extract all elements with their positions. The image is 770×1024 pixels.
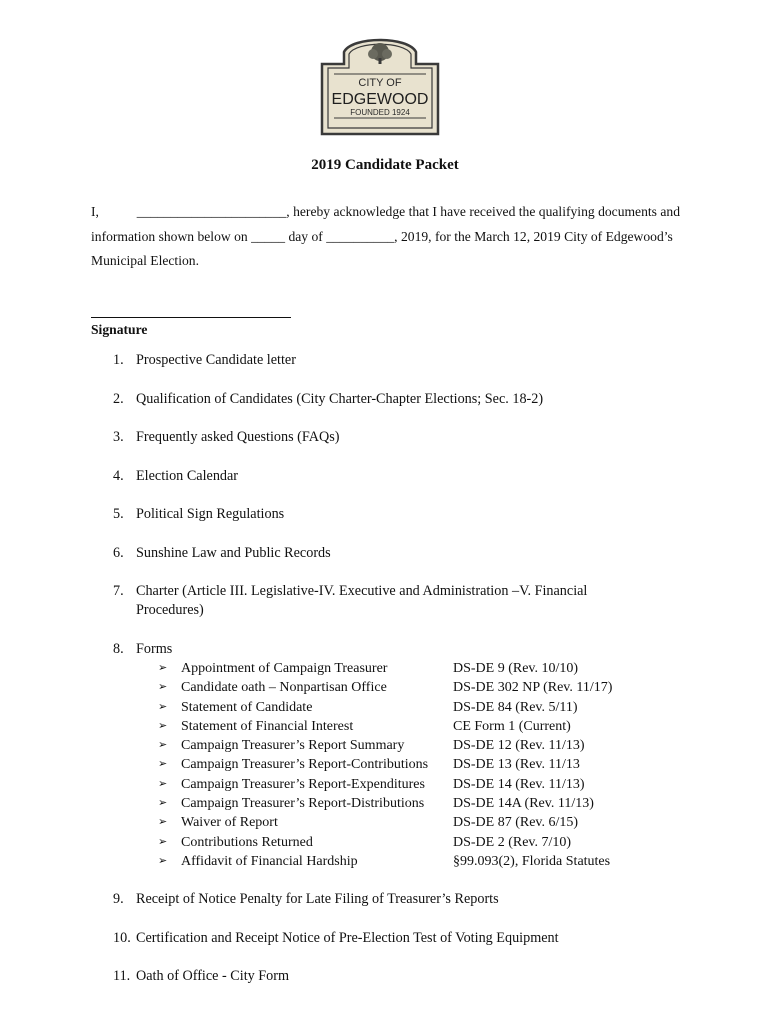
item-text: Qualification of Candidates (City Charter-Chapter Elections; Sec. 18-2) xyxy=(136,391,544,407)
city-of-edgewood-logo xyxy=(318,30,442,138)
item-number: 1. xyxy=(113,352,124,368)
form-row xyxy=(158,852,612,871)
signature-label: Signature xyxy=(91,322,148,337)
item-number: 5. xyxy=(113,506,124,522)
item-text: Election Calendar xyxy=(136,468,239,484)
form-code: DS-DE 302 NP (Rev. 11/17) xyxy=(453,680,613,696)
ack-line3: Municipal Election. xyxy=(91,253,199,268)
form-code: DS-DE 2 (Rev. 7/10) xyxy=(453,834,572,850)
item-number: 8. xyxy=(113,641,124,657)
form-code: §99.093(2), Florida Statutes xyxy=(453,853,611,869)
arrow-bullet-icon: ➢ xyxy=(158,700,168,713)
ack-line1a: I, xyxy=(91,204,99,219)
item-number: 4. xyxy=(113,468,124,484)
item-text: Prospective Candidate letter xyxy=(136,352,296,368)
ack-line2: information shown below on _____ day of __________, 2019, for the March 12, 2019 City of Edgewood’s xyxy=(91,228,673,244)
form-code: DS-DE 14 (Rev. 11/13) xyxy=(453,776,585,792)
item-text: Charter (Article III. Legislative-IV. Executive and Administration –V. Financial xyxy=(136,583,588,599)
arrow-bullet-icon: ➢ xyxy=(158,662,168,674)
form-row xyxy=(158,755,612,774)
acknowledgement-paragraph xyxy=(91,200,680,274)
item-text-continued: Procedures) xyxy=(136,602,204,618)
arrow-bullet-icon: ➢ xyxy=(158,681,168,694)
form-name: Candidate oath – Nonpartisan Office xyxy=(181,680,387,696)
item-text: Political Sign Regulations xyxy=(136,506,285,522)
item-text: Oath of Office - City Form xyxy=(136,968,290,984)
form-code: DS-DE 84 (Rev. 5/11) xyxy=(453,699,578,715)
arrow-bullet-icon: ➢ xyxy=(158,797,168,810)
ack-line1b: ______________________, hereby acknowledge that I have received the qualifying documents and xyxy=(136,204,680,219)
logo-line3: FOUNDED 1924 xyxy=(350,108,410,117)
arrow-bullet-icon: ➢ xyxy=(158,835,168,848)
item-number: 6. xyxy=(113,545,124,561)
form-row xyxy=(158,659,612,678)
form-name: Affidavit of Financial Hardship xyxy=(181,853,358,869)
item-number: 7. xyxy=(113,583,124,599)
form-name: Contributions Returned xyxy=(181,834,313,850)
form-row xyxy=(158,813,612,832)
item-number: 10. xyxy=(113,930,131,946)
form-row xyxy=(158,736,612,755)
item-number: 11. xyxy=(113,968,131,984)
form-name: Appointment of Campaign Treasurer xyxy=(181,661,388,676)
arrow-bullet-icon: ➢ xyxy=(158,816,168,829)
form-name: Campaign Treasurer’s Report-Expenditures xyxy=(181,776,425,792)
form-row xyxy=(158,678,612,697)
form-row xyxy=(158,794,612,813)
arrow-bullet-icon: ➢ xyxy=(158,854,168,867)
form-row xyxy=(158,698,612,717)
form-row xyxy=(158,717,612,736)
form-name: Campaign Treasurer’s Report-Distributions xyxy=(181,796,425,812)
arrow-bullet-icon: ➢ xyxy=(158,719,168,732)
form-name: Waiver of Report xyxy=(181,815,278,831)
item-number: 9. xyxy=(113,891,124,907)
item-number: 2. xyxy=(113,391,124,407)
arrow-bullet-icon: ➢ xyxy=(158,758,168,771)
form-code: DS-DE 9 (Rev. 10/10) xyxy=(453,661,579,676)
form-code: DS-DE 87 (Rev. 6/15) xyxy=(453,815,579,831)
form-name: Campaign Treasurer’s Report Summary xyxy=(181,738,405,754)
item-number: 3. xyxy=(113,429,124,445)
form-row xyxy=(158,775,612,794)
form-name: Statement of Candidate xyxy=(181,699,313,715)
form-code: CE Form 1 (Current) xyxy=(453,718,571,734)
forms-list xyxy=(158,659,612,871)
arrow-bullet-icon: ➢ xyxy=(158,739,168,752)
form-code: DS-DE 14A (Rev. 11/13) xyxy=(453,796,594,812)
form-code: DS-DE 13 (Rev. 11/13 xyxy=(453,757,580,773)
item-text: Sunshine Law and Public Records xyxy=(136,545,331,561)
item-text: Receipt of Notice Penalty for Late Filing of Treasurer’s Reports xyxy=(136,891,499,907)
logo-line2: EDGEWOOD xyxy=(331,91,429,108)
form-name: Campaign Treasurer’s Report-Contributions xyxy=(181,757,429,773)
item-text: Certification and Receipt Notice of Pre-Election Test of Voting Equipment xyxy=(136,930,559,946)
page-title: 2019 Candidate Packet xyxy=(311,157,459,173)
logo-line1: CITY OF xyxy=(358,77,402,89)
form-name: Statement of Financial Interest xyxy=(181,718,354,734)
item-text: Frequently asked Questions (FAQs) xyxy=(136,429,340,445)
form-row xyxy=(158,833,612,852)
signature-line xyxy=(91,317,291,318)
arrow-bullet-icon: ➢ xyxy=(158,777,168,790)
form-code: DS-DE 12 (Rev. 11/13) xyxy=(453,738,585,754)
item-text: Forms xyxy=(136,641,173,657)
